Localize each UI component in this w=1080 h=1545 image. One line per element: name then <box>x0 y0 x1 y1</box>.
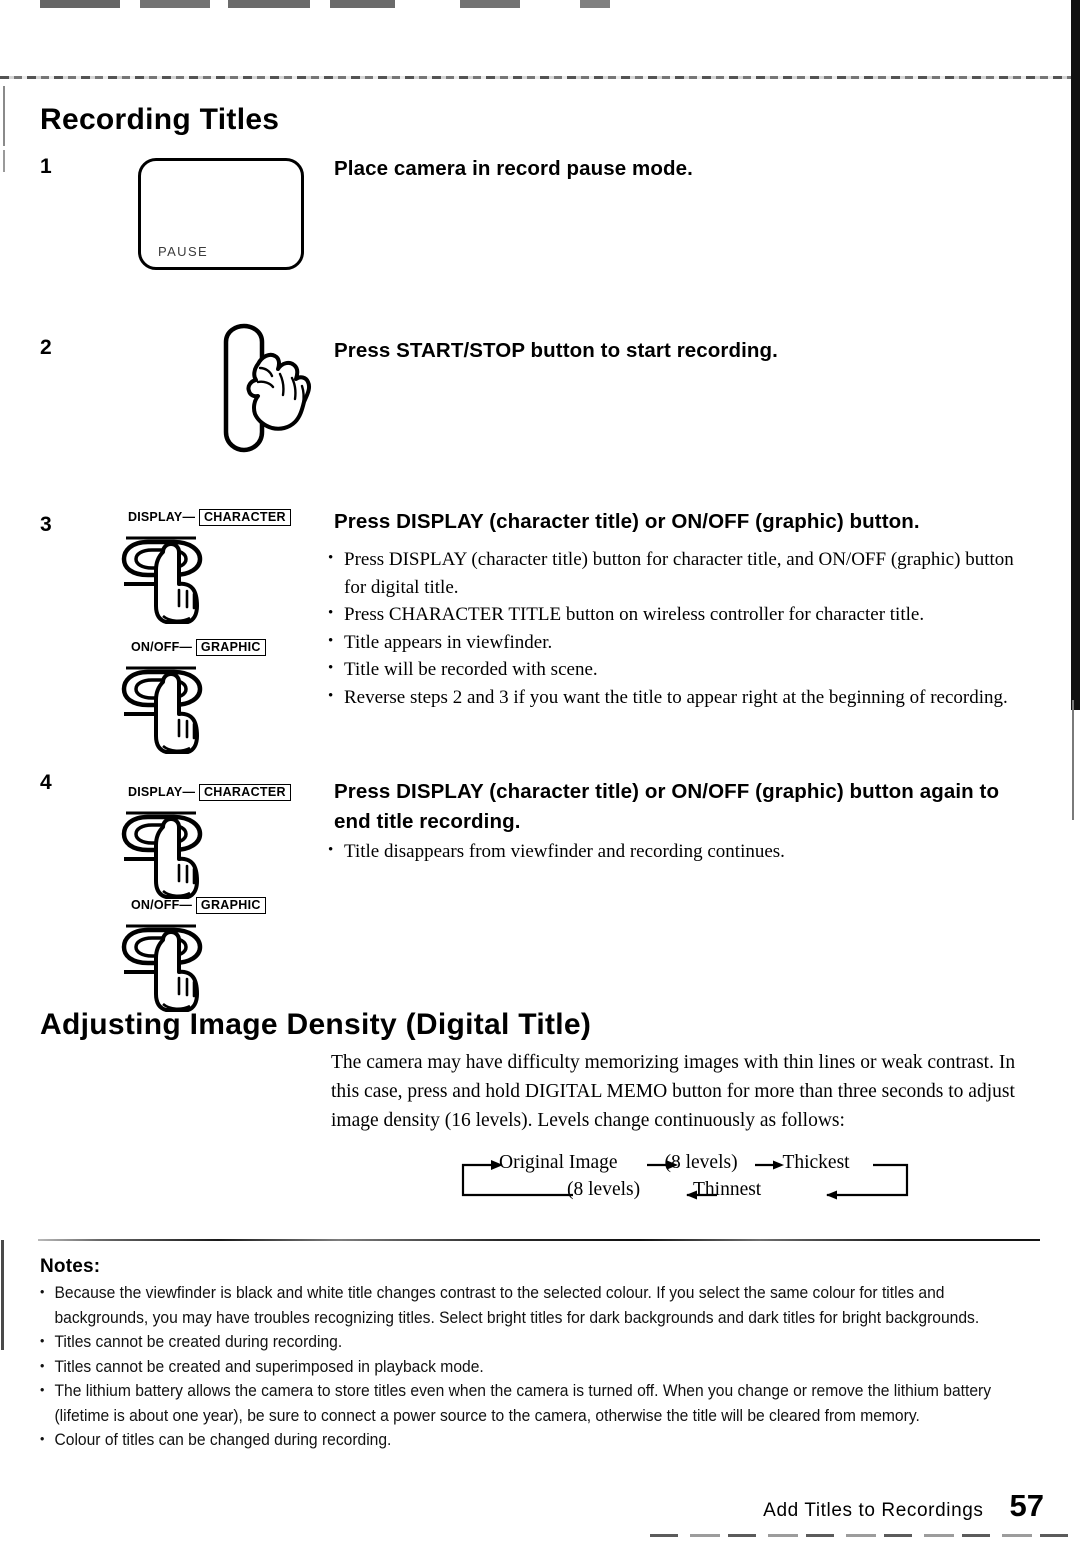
finger-press-button-icon <box>118 528 240 624</box>
list-item: • Title disappears from viewfinder and recording continues. <box>328 838 1040 866</box>
button-label-onoff-text: ON/OFF <box>131 640 180 654</box>
density-paragraph: The camera may have difficulty memorizing images with thin lines or weak contrast. In this case, press and hold DIGITAL MEMO button for more than three seconds to adjust image density (16 levels). Levels change continuously as follows: <box>331 1052 1016 1131</box>
step-heading-3: Press DISPLAY (character title) or ON/OFF (graphic) button. <box>334 510 920 533</box>
hand-pressing-onoff-button-illustration-step3 <box>118 658 240 754</box>
density-diagram-row-2 <box>567 1179 761 1201</box>
viewfinder-illustration <box>138 158 304 270</box>
finger-press-button-icon <box>118 803 240 899</box>
button-label-graphic-box: GRAPHIC <box>196 639 266 656</box>
notes-section <box>40 1256 1040 1453</box>
hand-pressing-display-button-illustration-step3 <box>118 528 240 624</box>
list-item: • Titles cannot be created during recording. <box>40 1330 1005 1355</box>
step-3-bullet-list <box>328 546 1040 711</box>
density-label-thickest: Thickest <box>782 1152 850 1173</box>
footer-chapter-label: Add Titles to Recordings <box>763 1500 984 1521</box>
button-label-display-character-step4 <box>128 784 291 801</box>
button-label-display-text: DISPLAY <box>128 510 183 524</box>
notes-separator-rule <box>38 1239 1040 1241</box>
start-stop-button-hand-icon <box>196 322 326 457</box>
step-heading-1: Place camera in record pause mode. <box>334 157 693 180</box>
button-label-character-box: CHARACTER <box>199 509 291 526</box>
density-cycle-diagram <box>455 1152 915 1214</box>
button-label-dash: — <box>182 510 195 524</box>
step-number-4: 4 <box>40 771 52 794</box>
button-label-dash: — <box>179 640 192 654</box>
finger-press-button-icon <box>118 916 240 1012</box>
button-label-onoff-graphic-step4 <box>131 897 266 914</box>
page-title-adjusting-image-density: Adjusting Image Density (Digital Title) <box>40 1008 592 1041</box>
button-label-display-character-step3 <box>128 509 291 526</box>
hand-pressing-start-stop-illustration <box>196 322 326 457</box>
list-item: • Press DISPLAY (character title) button for character title, and ON/OFF (graphic) button for digital title. <box>328 546 1040 601</box>
density-label-8-levels-up: (8 levels) <box>664 1152 738 1173</box>
list-item: • Because the viewfinder is black and white title changes contrast to the selected colour. If you select the same colour for titles and backgrounds, you may have troubles recognizing titles. Select bright titles for dark backgrounds and dark titles for bright backgrounds. <box>40 1281 1005 1330</box>
step-heading-2: Press START/STOP button to start recording. <box>334 339 778 362</box>
density-label-original-image: Original Image <box>499 1152 618 1173</box>
list-item: • Press CHARACTER TITLE button on wireless controller for character title. <box>328 601 1040 629</box>
page-title-recording-titles: Recording Titles <box>40 103 280 136</box>
list-item: • Reverse steps 2 and 3 if you want the title to appear right at the beginning of recording. <box>328 684 1040 712</box>
hand-pressing-onoff-button-illustration-step4 <box>118 916 240 1012</box>
button-label-onoff-graphic-step3 <box>131 639 266 656</box>
page-footer <box>0 1488 1044 1524</box>
density-label-8-levels-down: (8 levels) <box>567 1179 641 1200</box>
list-item: • The lithium battery allows the camera to store titles even when the camera is turned off. When you change or remove the lithium battery (lifetime is about one year), be sure to connect a power source to the camera, otherwise the title will be cleared from memory. <box>40 1379 1005 1428</box>
step-number-1: 1 <box>40 155 52 178</box>
list-item: • Title will be recorded with scene. <box>328 656 1040 684</box>
step-4-bullet-list <box>328 838 1040 866</box>
step-number-2: 2 <box>40 336 52 359</box>
density-diagram-row-1 <box>499 1152 850 1174</box>
density-label-thinnest: Thinnest <box>692 1179 762 1200</box>
button-label-character-box: CHARACTER <box>199 784 291 801</box>
button-label-onoff-text: ON/OFF <box>131 898 180 912</box>
step-number-3: 3 <box>40 513 52 536</box>
list-item: • Colour of titles can be changed during recording. <box>40 1428 1005 1453</box>
footer-page-number: 57 <box>1009 1488 1044 1523</box>
finger-press-button-icon <box>118 658 240 754</box>
button-label-display-text: DISPLAY <box>128 785 183 799</box>
list-item: • Title appears in viewfinder. <box>328 629 1040 657</box>
notes-title: Notes: <box>40 1256 101 1277</box>
hand-pressing-display-button-illustration-step4 <box>118 803 240 899</box>
button-label-dash: — <box>179 898 192 912</box>
button-label-dash: — <box>182 785 195 799</box>
step-heading-4: Press DISPLAY (character title) or ON/OFF (graphic) button again to end title recording. <box>334 780 1000 833</box>
button-label-graphic-box: GRAPHIC <box>196 897 266 914</box>
list-item: • Titles cannot be created and superimposed in playback mode. <box>40 1355 1005 1380</box>
viewfinder-pause-label: PAUSE <box>158 244 209 259</box>
